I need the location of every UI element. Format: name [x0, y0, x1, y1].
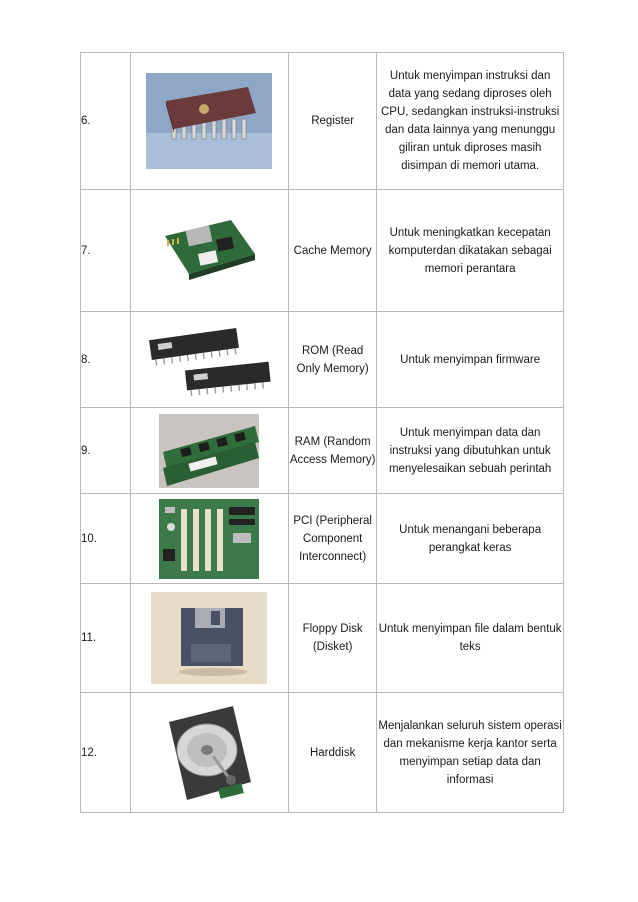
cache-module-icon	[159, 214, 259, 288]
pci-slot-icon	[159, 499, 259, 579]
table-row	[81, 584, 564, 693]
component-name: RAM (Random Access Memory)	[289, 408, 377, 494]
harddisk-icon	[159, 698, 259, 808]
table-row	[81, 494, 564, 584]
row-number: 6.	[81, 53, 131, 190]
component-name: ROM (Read Only Memory)	[289, 312, 377, 408]
row-number: 8.	[81, 312, 131, 408]
component-description: Untuk menyimpan instruksi dan data yang sedang diproses oleh CPU, sedangkan instruksi-instruksi dan data lainnya yang menunggu giliran untuk diproses masih disimpan di memori utama.	[377, 53, 564, 190]
component-description: Menjalankan seluruh sistem operasi dan mekanisme kerja kantor serta menyimpan setiap data dan informasi	[377, 693, 564, 813]
table-row	[81, 408, 564, 494]
row-number: 9.	[81, 408, 131, 494]
component-name: PCI (Peripheral Component Interconnect)	[289, 494, 377, 584]
table-row	[81, 53, 564, 190]
component-name: Floppy Disk (Disket)	[289, 584, 377, 693]
row-number: 10.	[81, 494, 131, 584]
component-description: Untuk menyimpan firmware	[377, 312, 564, 408]
component-description: Untuk menangani beberapa perangkat keras	[377, 494, 564, 584]
row-number: 11.	[81, 584, 131, 693]
component-name: Cache Memory	[289, 190, 377, 312]
row-number: 7.	[81, 190, 131, 312]
component-name: Register	[289, 53, 377, 190]
ram-stick-icon	[159, 414, 259, 488]
component-description: Untuk menyimpan file dalam bentuk teks	[377, 584, 564, 693]
rom-chip-icon	[144, 322, 274, 398]
table-row	[81, 190, 564, 312]
floppy-disk-icon	[151, 592, 267, 684]
hardware-table	[80, 52, 564, 813]
component-name: Harddisk	[289, 693, 377, 813]
dip-chip-icon	[146, 73, 272, 169]
row-number: 12.	[81, 693, 131, 813]
component-description: Untuk meningkatkan kecepatan komputerdan dikatakan sebagai memori perantara	[377, 190, 564, 312]
component-description: Untuk menyimpan data dan instruksi yang dibutuhkan untuk menyelesaikan sebuah perintah	[377, 408, 564, 494]
table-row	[81, 693, 564, 813]
table-row	[81, 312, 564, 408]
